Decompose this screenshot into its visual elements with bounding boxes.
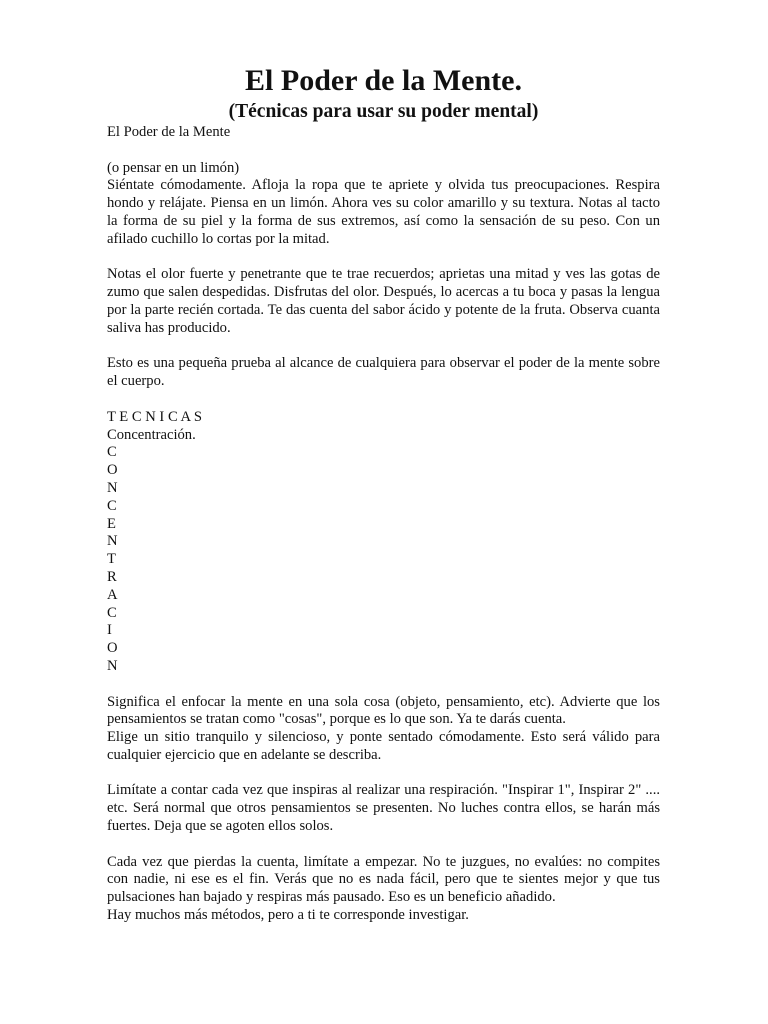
vertical-letter: N [107, 533, 118, 550]
techniques-heading: T E C N I C A S [107, 408, 203, 425]
spacer [107, 765, 660, 783]
document-page [107, 62, 660, 925]
document-title: El Poder de la Mente. [245, 64, 522, 97]
vertical-letter: N [107, 479, 118, 496]
vertical-letter: T [107, 551, 116, 568]
paragraph-6: Limítate a contar cada vez que inspiras al realizar una respiración. "Inspirar 1", Inspirar 2" .... etc. Será normal que otros pensamientos se presenten. No luches contra ellos, se harán más fuertes. Deja que se agoten ellos solos. [107, 782, 660, 835]
vertical-letter: E [107, 515, 116, 532]
paragraph-8: Hay muchos más métodos, pero a ti te corresponde investigar. [107, 907, 469, 924]
concentration-heading: Concentración. [107, 426, 196, 443]
document-subtitle: (Técnicas para usar su poder mental) [228, 101, 539, 122]
paragraph-3: Esto es una pequeña prueba al alcance de cualquiera para observar el poder de la mente sobre el cuerpo. [107, 355, 660, 390]
vertical-letter: I [107, 622, 112, 639]
vertical-letter: O [107, 462, 118, 479]
intro-label: El Poder de la Mente [107, 124, 231, 140]
vertical-letters [107, 444, 660, 675]
vertical-letter: C [107, 497, 117, 514]
vertical-letter: N [107, 657, 118, 674]
paragraph-2: Notas el olor fuerte y penetrante que te trae recuerdos; aprietas una mitad y ves las gotas de zumo que salen despedidas. Disfrutas del olor. Después, lo acercas a tu boca y pasas la lengua por la parte recién cortada. Te das cuenta del sabor ácido y potente de la fruta. Observa cuanta saliva has producido. [107, 266, 660, 336]
spacer [107, 249, 660, 267]
paragraph-1: Siéntate cómodamente. Afloja la ropa que te apriete y olvida tus preocupaciones. Respira hondo y relájate. Piensa en un limón. Ahora ves su color amarillo y su textura. Notas al tacto la forma de su piel y la forma de sus extremos, así como la sensación de su peso. Con un afilado cuchillo lo cortas por la mitad. [107, 177, 660, 247]
vertical-letter: C [107, 604, 117, 621]
vertical-letter: C [107, 444, 117, 461]
spacer [107, 836, 660, 854]
spacer [107, 391, 660, 409]
vertical-letter: O [107, 640, 118, 657]
lemon-heading: (o pensar en un limón) [107, 159, 240, 176]
vertical-letter: R [107, 568, 117, 585]
spacer [107, 676, 660, 694]
vertical-letter: A [107, 586, 118, 603]
paragraph-5: Elige un sitio tranquilo y silencioso, y ponte sentado cómodamente. Esto será válido para cualquier ejercicio que en adelante se describa. [107, 729, 660, 763]
spacer [107, 142, 660, 160]
paragraph-4: Significa el enfocar la mente en una sola cosa (objeto, pensamiento, etc). Advierte que los pensamientos se tratan como "cosas", porque es lo que son. Ya te darás cuenta. [107, 693, 660, 728]
spacer [107, 338, 660, 356]
paragraph-7: Cada vez que pierdas la cuenta, limítate a empezar. No te juzgues, no evalúes: no compites con nadie, ni ese es el fin. Verás que no es nada fácil, pero que te sientes mejor y que tus pulsaciones han bajado y respiras más pausado. Eso es un beneficio añadido. [107, 853, 660, 906]
